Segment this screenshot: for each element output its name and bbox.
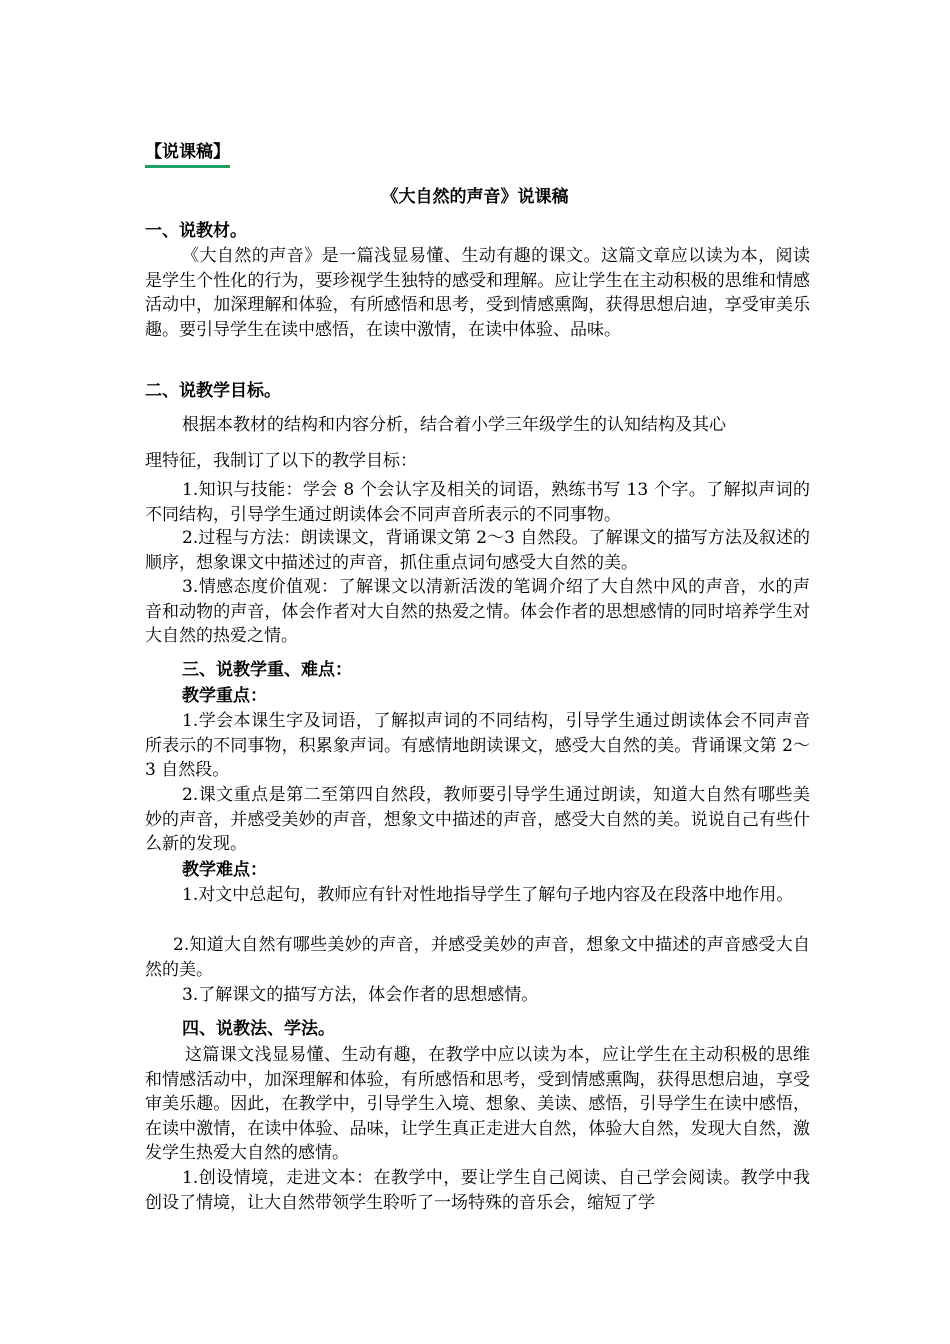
objectives-intro-line2: 理特征，我制订了以下的教学目标： bbox=[145, 451, 417, 471]
paragraph-methods: 这篇课文浅显易懂、生动有趣，在教学中应以读为本，应让学生在主动积极的思维和情感活动中，加深理解和体验，有所感悟和思考，受到情感熏陶，获得思想启迪，享受审美乐趣。因此，在教学中，引导学生入境、想象、美读、感悟，引导学生在读中感悟，在读中激情，在读中体验、品味，让学生真正走进大自然，体验大自然，发现大自然，激发学生热爱大自然的感情。 bbox=[145, 1045, 810, 1163]
key-point-item-2: 2.课文重点是第二至第四自然段，教师要引导学生通过朗读，知道大自然有哪些美妙的声音，并感受美妙的声音，想象文中描述的声音，感受大自然的美。说说自己有些什么新的发现。 bbox=[145, 785, 810, 854]
difficulty-item-2: 2.知道大自然有哪些美妙的声音，并感受美妙的声音，想象文中描述的声音感受大自然的美。 bbox=[145, 935, 810, 980]
difficulty-item-1: 1.对文中总起句，教师应有针对性地指导学生了解句子地内容及在段落中地作用。 bbox=[182, 885, 794, 905]
key-points-subheading: 教学重点： bbox=[182, 686, 267, 706]
key-point-item-1: 1.学会本课生字及词语，了解拟声词的不同结构，引导学生通过朗读体会不同声音所表示的不同事物，积累象声词。有感情地朗读课文，感受大自然的美。背诵课文第 2～3 自然段。 bbox=[145, 711, 810, 780]
objectives-intro-line1: 根据本教材的结构和内容分析，结合着小学三年级学生的认知结构及其心 bbox=[182, 415, 726, 435]
section-heading-key-points: 三、说教学重、难点： bbox=[182, 660, 352, 680]
difficulties-subheading: 教学难点： bbox=[182, 860, 267, 880]
section-heading-objectives: 二、说教学目标。 bbox=[145, 381, 281, 401]
objective-item-2: 2.过程与方法：朗读课文，背诵课文第 2～3 自然段。了解课文的描写方法及叙述的顺序，想象课文中描述过的声音，抓住重点词句感受大自然的美。 bbox=[145, 528, 810, 573]
objective-item-1: 1.知识与技能：学会 8 个会认字及相关的词语，熟练书写 13 个字。了解拟声词的不同结构，引导学生通过朗读体会不同声音所表示的不同事物。 bbox=[145, 480, 810, 525]
difficulty-item-3: 3.了解课文的描写方法，体会作者的思想感情。 bbox=[182, 985, 539, 1005]
paragraph-material: 《大自然的声音》是一篇浅显易懂、生动有趣的课文。这篇文章应以读为本，阅读是学生个性化的行为，要珍视学生独特的感受和理解。应让学生在主动积极的思维和情感活动中，加深理解和体验，有所感悟和思考，受到情感熏陶，获得思想启迪，享受审美乐趣。要引导学生在读中感悟，在读中激情，在读中体验、品味。 bbox=[145, 246, 810, 340]
section-heading-methods: 四、说教法、学法。 bbox=[182, 1019, 335, 1039]
document-tag: 【说课稿】 bbox=[145, 141, 230, 168]
method-item-1: 1.创设情境，走进文本：在教学中，要让学生自己阅读、自己学会阅读。教学中我创设了情境，让大自然带领学生聆听了一场特殊的音乐会，缩短了学 bbox=[145, 1168, 810, 1213]
section-heading-material: 一、说教材。 bbox=[145, 221, 247, 241]
document-title: 《大自然的声音》说课稿 bbox=[381, 187, 569, 207]
objective-item-3: 3.情感态度价值观：了解课文以清新活泼的笔调介绍了大自然中风的声音，水的声音和动物的声音，体会作者对大自然的热爱之情。体会作者的思想感情的同时培养学生对大自然的热爱之情。 bbox=[145, 577, 810, 646]
